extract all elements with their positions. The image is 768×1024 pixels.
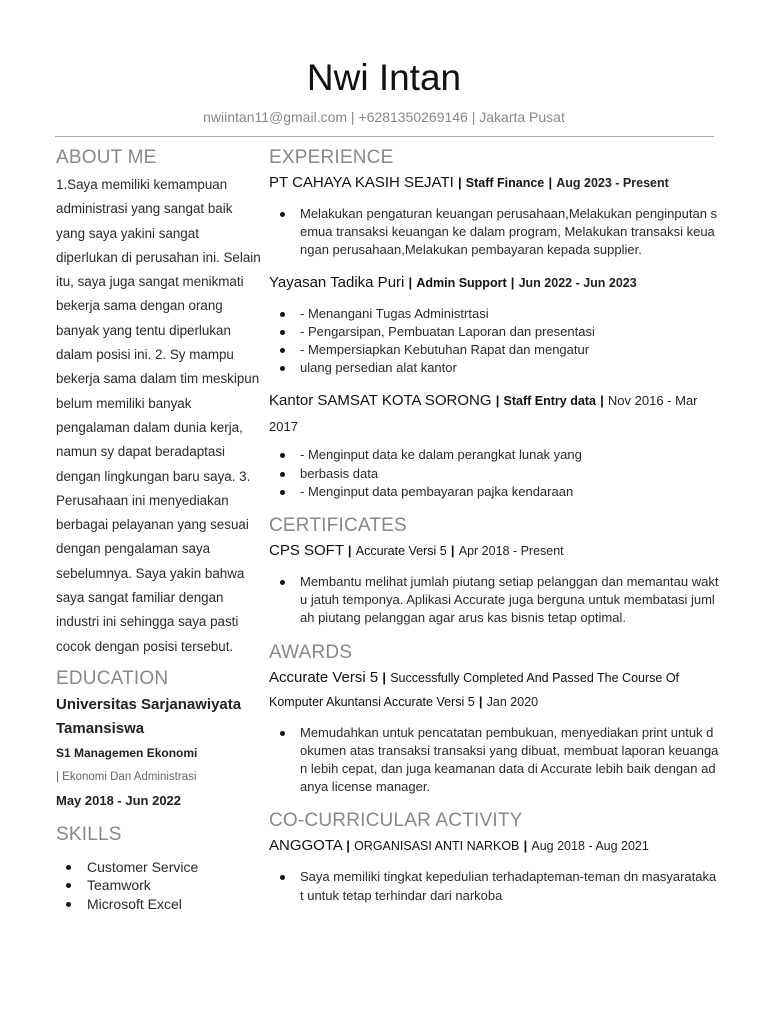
- education-school: Universitas Sarjanawiyata Tamansiswa: [56, 695, 242, 737]
- entry-heading: ANGGOTA | ORGANISASI ANTI NARKOB | Aug 2018 - Aug 2021: [269, 837, 649, 855]
- entry-heading: CPS SOFT | Accurate Versi 5 | Apr 2018 - Present: [269, 542, 564, 560]
- left-column: [56, 145, 261, 913]
- entry-dates: Jan 2020: [486, 694, 539, 709]
- skill-item: Microsoft Excel: [56, 895, 261, 914]
- entry-org: CPS SOFT: [269, 542, 344, 560]
- entry-bullet: - Pengarsipan, Pembuatan Laporan dan presentasi: [269, 323, 719, 341]
- entry-org: Yayasan Tadika Puri: [269, 273, 405, 291]
- entry-bullet: - Mempersiapkan Kebutuhan Rapat dan mengatur: [269, 341, 719, 359]
- entry-heading: Accurate Versi 5 | Successfully Completed And Passed The Course Of Komputer Akuntansi Accurate Versi 5 | Jan 2020: [269, 668, 680, 709]
- awards-title: AWARDS: [269, 641, 353, 663]
- header-divider: [55, 136, 714, 137]
- right-column: [269, 145, 719, 905]
- entry-bullet: Memudahkan untuk pencatatan pembukuan, menyediakan print untuk dokumen atas transaksi transaksi yang dibuat, membuat laporan keuangan lebih cepat, dan juga keamanan data di Accurate lebih baik dengan adanya license manager.: [269, 724, 719, 797]
- entry-org: PT CAHAYA KASIH SEJATI: [269, 174, 454, 191]
- about-title: ABOUT ME: [56, 147, 157, 168]
- entry-bullet: - Menginput data pembayaran pajka kendaraan: [269, 483, 719, 501]
- entry-role: Staff Entry data: [503, 394, 596, 409]
- certificates-title: CERTIFICATES: [269, 515, 407, 537]
- skills-title: SKILLS: [56, 823, 122, 845]
- entry-bullet: Membantu melihat jumlah piutang setiap pelanggan dan memantau waktu jatuh temponya. Aplikasi Accurate juga berguna untuk membatasi jumlah piutang pelanggan agar arus kas bisnis tetap optimal.: [269, 573, 719, 628]
- cocurricular-entry: [269, 834, 719, 904]
- entry-bullets: [269, 305, 719, 378]
- education-field: | Ekonomi Dan Administrasi: [56, 770, 197, 783]
- skill-item: Customer Service: [56, 858, 261, 877]
- experience-entry: [269, 271, 719, 378]
- cocurricular-title: CO-CURRICULAR ACTIVITY: [269, 810, 523, 832]
- entry-org: ANGGOTA: [269, 837, 343, 855]
- entry-dates: Apr 2018 - Present: [458, 544, 564, 559]
- last-name: Intan: [378, 57, 462, 98]
- entry-heading: Kantor SAMSAT KOTA SORONG | Staff Entry data | Nov 2016 - Mar 2017: [269, 392, 698, 435]
- entry-bullet: - Menangani Tugas Administrtasi: [269, 305, 719, 323]
- experience-entry: [269, 171, 719, 260]
- entry-bullet: - Menginput data ke dalam perangkat lunak yang: [269, 446, 719, 464]
- education-dates: May 2018 - Jun 2022: [56, 792, 182, 808]
- entry-bullets: [269, 446, 719, 501]
- skills-list: [56, 858, 261, 914]
- candidate-name: [0, 56, 768, 100]
- entry-dates: Jun 2022 - Jun 2023: [518, 275, 637, 290]
- entry-dates: Aug 2023 - Present: [556, 176, 669, 190]
- entry-bullets: [269, 573, 719, 628]
- certificate-entry: [269, 539, 719, 628]
- experience-entry: [269, 388, 719, 501]
- entry-heading: PT CAHAYA KASIH SEJATI | Staff Finance | Aug 2023 - Present: [269, 174, 669, 191]
- contact-line: nwiintan11@gmail.com | +6281350269146 | Jakarta Pusat: [203, 109, 565, 125]
- entry-bullet: berbasis data: [269, 465, 719, 483]
- entry-bullets: [269, 205, 719, 260]
- award-entry: [269, 666, 719, 797]
- entry-role: Successfully Completed And Passed The Course Of Komputer Akuntansi Accurate Versi 5: [269, 670, 680, 709]
- entry-bullet: Melakukan pengaturan keuangan perusahaan,Melakukan penginputan semua transaksi keuangan ke dalam program, Melakukan transaksi keuangan perusahaan,Melakukan pembayaran kepada supplier.: [269, 205, 719, 260]
- entry-dates: Aug 2018 - Aug 2021: [531, 839, 649, 854]
- education-degree: S1 Managemen Ekonomi: [56, 745, 198, 760]
- entry-heading: Yayasan Tadika Puri | Admin Support | Jun 2022 - Jun 2023: [269, 273, 637, 291]
- entry-role: Admin Support: [416, 275, 507, 290]
- experience-title: EXPERIENCE: [269, 147, 394, 168]
- skill-item: Teamwork: [56, 876, 261, 895]
- entry-bullets: [269, 724, 719, 797]
- entry-dates: Nov 2016 - Mar 2017: [269, 393, 698, 435]
- entry-bullets: [269, 868, 719, 904]
- entry-org: Accurate Versi 5: [269, 668, 379, 686]
- first-name: Nwi: [306, 57, 369, 98]
- entry-bullet: ulang persedian alat kantor: [269, 359, 719, 377]
- entry-role: Staff Finance: [465, 176, 545, 190]
- entry-role: ORGANISASI ANTI NARKOB: [354, 839, 520, 854]
- entry-role: Accurate Versi 5: [355, 544, 447, 559]
- entry-bullet: Saya memiliki tingkat kepedulian terhadapteman-teman dn masyaratakat untuk tetap terhindar dari narkoba: [269, 868, 719, 904]
- education-title: EDUCATION: [56, 667, 169, 689]
- entry-org: Kantor SAMSAT KOTA SORONG: [269, 392, 492, 410]
- about-text: 1.Saya memiliki kemampuan administrasi yang sangat baik yang saya yakini sangat diperlukan di perusahan ini. Selain itu, saya juga sangat menikmati bekerja sama dengan orang banyak yang tentu diperlukan dalam posisi ini. 2. Sy mampu bekerja sama dalam tim meskipun belum memiliki banyak pengalaman dalam dunia kerja, namun sy dapat beradaptasi dengan lingkungan baru saya. 3. Perusahaan ini menyediakan berbagai pelayanan yang sesuai dengan pengalaman saya sebelumnya. Saya yakin bahwa saya sangat familiar dengan industri ini sehingga saya pasti cocok dengan posisi tersebut.: [56, 177, 261, 654]
